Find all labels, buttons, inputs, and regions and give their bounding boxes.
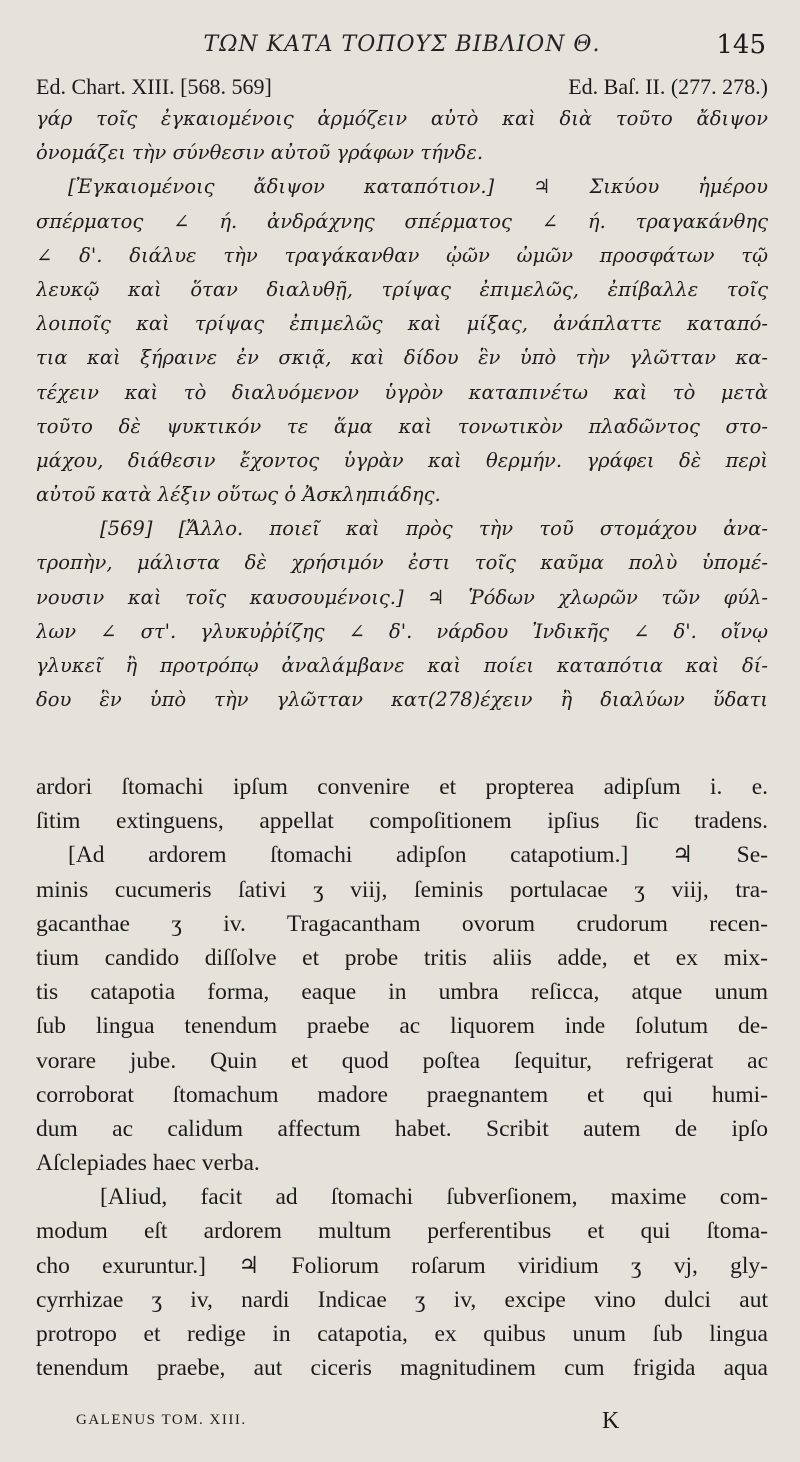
page-number: 145 bbox=[716, 30, 766, 60]
greek-line: τοῦτο δὲ ψυκτικόν τε ἅμα καὶ τονωτικὸν πλαδῶντος στο- bbox=[36, 414, 768, 438]
greek-line: ὀνομάζει τὴν σύνθεσιν αὐτοῦ γράφων τήνδε. bbox=[36, 141, 484, 165]
edition-references bbox=[36, 74, 768, 104]
latin-line: corroborat ſtomachum madore praegnantem et qui humi- bbox=[36, 1081, 768, 1108]
latin-text-block bbox=[36, 770, 768, 1385]
greek-line: λοιποῖς καὶ τρίψας ἐπιμελῶς καὶ μίξας, ἀνάπλαττε καταπό- bbox=[36, 312, 768, 336]
greek-line: νουσιν καὶ τοῖς καυσουμένοις.] ♃ Ῥόδων χλωρῶν τῶν φύλ- bbox=[36, 585, 768, 609]
signature-mark: K bbox=[602, 1408, 620, 1434]
greek-line: γλυκεῖ ἢ προτρόπῳ ἀναλάμβανε καὶ ποίει καταπότια καὶ δί- bbox=[36, 654, 768, 677]
latin-line: ardori ſtomachi ipſum convenire et propterea adipſum i. e. bbox=[36, 774, 768, 800]
latin-line: ſub lingua tenendum praebe ac liquorem inde ſolutum de- bbox=[36, 1013, 768, 1040]
latin-line: tium candido diſſolve et probe tritis aliis adde, et ex mix- bbox=[36, 944, 768, 971]
greek-line: λευκῷ καὶ ὅταν διαλυθῇ, τρίψας ἐπιμελῶς, ἐπίβαλλε τοῖς bbox=[36, 277, 768, 301]
latin-line: [Aliud, facit ad ſtomachi ſubverſionem, maxime com- bbox=[100, 1184, 768, 1211]
latin-line: dum ac calidum affectum habet. Scribit autem de ipſo bbox=[36, 1115, 768, 1142]
greek-line: δου ἓν ὑπὸ τὴν γλῶτταν κατ(278)έχειν ἢ διαλύων ὕδατι bbox=[36, 688, 768, 712]
edition-basel: Ed. Baſ. II. (277. 278.) bbox=[568, 74, 768, 99]
latin-line: modum eſt ardorem multum perferentibus et qui ſtoma- bbox=[36, 1218, 768, 1245]
latin-line: vorare jube. Quin et quod poſtea ſequitur, refrigerat ac bbox=[36, 1047, 768, 1074]
greek-line: λων ∠ στ'. γλυκυῤῥίζης ∠ δ'. νάρδου Ἰνδικῆς ∠ δ'. οἴνῳ bbox=[36, 619, 768, 643]
greek-line: τια καὶ ξήραινε ἐν σκιᾷ, καὶ δίδου ἓν ὑπὸ τὴν γλῶτταν κα- bbox=[36, 346, 768, 370]
greek-line: αὐτοῦ κατὰ λέξιν οὕτως ὁ Ἀσκληπιάδης. bbox=[36, 483, 441, 507]
latin-line: Aſclepiades haec verba. bbox=[36, 1150, 260, 1177]
signature-line: GALENUS TOM. XIII. bbox=[76, 1412, 247, 1428]
greek-line: σπέρματος ∠ ή. ἀνδράχνης σπέρματος ∠ ή. τραγακάνθης bbox=[36, 209, 768, 233]
latin-line: cyrrhizae ʒ iv, nardi Indicae ʒ iv, excipe vino dulci aut bbox=[36, 1286, 768, 1313]
edition-chartier: Ed. Chart. XIII. [568. 569] bbox=[36, 74, 272, 99]
latin-line: protropo et redige in catapotia, ex quibus unum ſub lingua bbox=[36, 1321, 768, 1347]
latin-line: ſitim extinguens, appellat compoſitionem ipſius ſic tradens. bbox=[36, 808, 768, 835]
greek-line: μάχου, διάθεσιν ἔχοντος ὑγρὰν καὶ θερμήν. γράφει δὲ περὶ bbox=[36, 448, 768, 472]
latin-line: cho exuruntur.] ♃ Foliorum roſarum viridium ʒ vj, gly- bbox=[36, 1252, 768, 1279]
greek-text-block bbox=[36, 102, 768, 717]
page-header bbox=[36, 28, 768, 64]
greek-line: [569] [Ἄλλο. ποιεῖ καὶ πρὸς τὴν τοῦ στομάχου ἀνα- bbox=[100, 517, 768, 541]
greek-line: τροπὴν, μάλιστα δὲ χρήσιμόν ἐστι τοῖς καῦμα πολὺ ὑπομέ- bbox=[36, 551, 768, 575]
latin-line: gacanthae ʒ iv. Tragacantham ovorum crudorum recen- bbox=[36, 910, 768, 937]
running-title: ΤΩΝ ΚΑΤΑ ΤΟΠΟΥΣ ΒΙΒΛΙΟΝ Θ. bbox=[203, 32, 601, 57]
page-footer bbox=[76, 1408, 760, 1442]
greek-line: [Ἐγκαιομένοις ἄδιψον καταπότιον.] ♃ Σικύου ἡμέρου bbox=[68, 175, 768, 199]
latin-line: tenendum praebe, aut ciceris magnitudinem cum frigida aqua bbox=[36, 1355, 768, 1382]
greek-line: ∠ δ'. διάλυε τὴν τραγάκανθαν ᾠῶν ὠμῶν προσφάτων τῷ bbox=[36, 243, 768, 267]
greek-line: τέχειν καὶ τὸ διαλυόμενον ὑγρὸν καταπινέτω καὶ τὸ μετὰ bbox=[36, 380, 768, 404]
latin-line: tis catapotia forma, eaque in umbra reſicca, atque unum bbox=[36, 979, 768, 1006]
latin-line: minis cucumeris ſativi ʒ viij, ſeminis portulacae ʒ viij, tra- bbox=[36, 876, 768, 903]
greek-line: γάρ τοῖς ἐγκαιομένοις ἁρμόζειν αὐτὸ καὶ διὰ τοῦτο ἄδιψον bbox=[36, 107, 768, 130]
latin-line: [Ad ardorem ſtomachi adipſon catapotium.] ♃ Se- bbox=[68, 842, 768, 869]
